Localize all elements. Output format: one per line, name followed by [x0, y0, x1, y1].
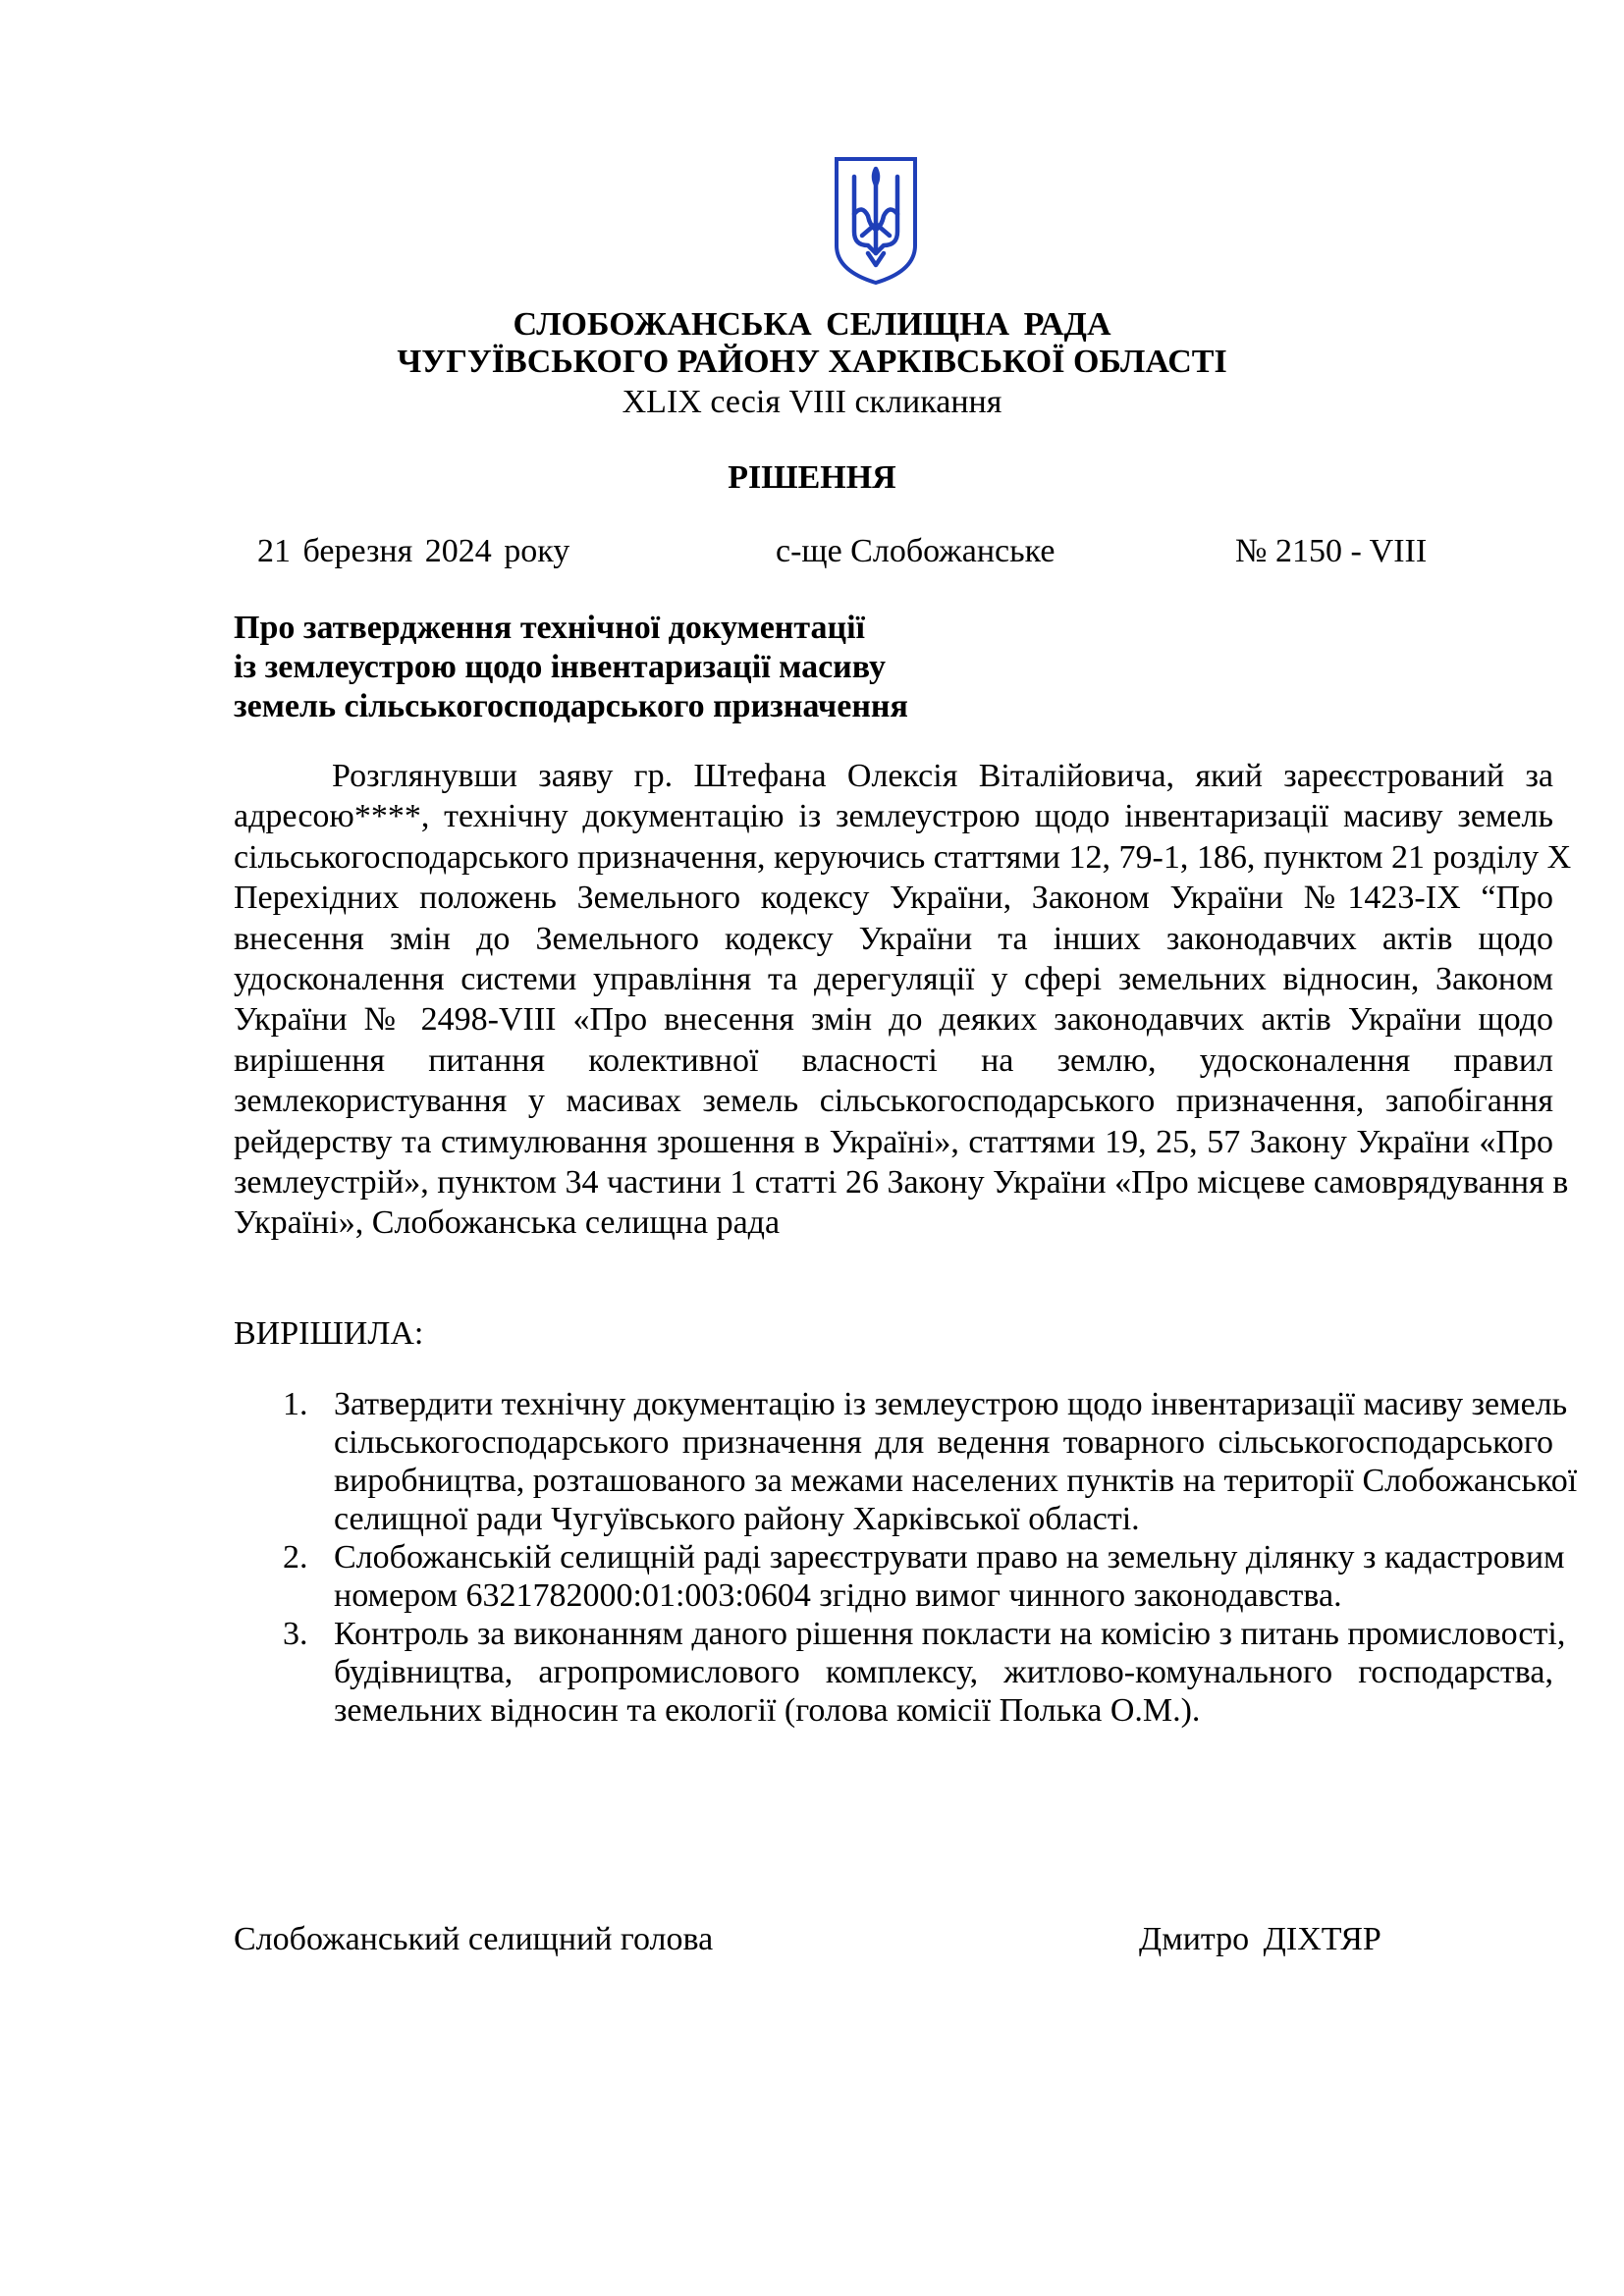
item-number: 3.	[283, 1616, 308, 1652]
item-number: 2.	[283, 1539, 308, 1575]
subject-line: Про затвердження технічної документації	[234, 610, 865, 646]
preamble-line: землеустрій», пунктом 34 частини 1 статті 26 Закону України «Про місцеве самоврядування в	[234, 1163, 1569, 1201]
preamble-line: рейдерству та стимулювання зрошення в Україні», статтями 19, 25, 57 Закону України «Про	[234, 1123, 1553, 1160]
item-number: 1.	[283, 1386, 308, 1422]
preamble-line: сільськогосподарського призначення, керуючись статтями 12, 79-1, 186, пунктом 21 розділу Х	[234, 838, 1572, 876]
preamble-line: України № 2498-VIII «Про внесення змін до деяких законодавчих актів України щодо	[234, 1001, 1553, 1039]
signatory-name: Дмитро ДІХТЯР	[1139, 1921, 1381, 1957]
preamble-line: адресою****, технічну документацію із землеустрою щодо інвентаризації масиву земель	[234, 798, 1553, 835]
decision-date: 21 березня 2024 року	[257, 533, 570, 569]
item-line: будівництва, агропромислового комплексу, житлово-комунального господарства,	[334, 1654, 1553, 1690]
signatory-position: Слобожанський селищний голова	[234, 1921, 714, 1957]
decision-place: с-ще Слобожанське	[776, 533, 1056, 569]
item-line: номером 6321782000:01:003:0604 згідно вимог чинного законодавства.	[334, 1577, 1342, 1614]
item-line: Слобожанській селищній раді зареєструвати право на земельну ділянку з кадастровим	[334, 1539, 1565, 1575]
decision-item	[234, 1538, 1565, 1615]
district-name: ЧУГУЇВСЬКОГО РАЙОНУ ХАРКІВСЬКОЇ ОБЛАСТІ	[397, 344, 1227, 380]
subject-line: земель сільськогосподарського призначення	[234, 688, 908, 724]
item-line: земельних відносин та екології (голова комісії Полька О.М.).	[334, 1692, 1201, 1729]
preamble-line: Перехідних положень Земельного кодексу України, Законом України №1423-ІХ “Про	[234, 880, 1553, 917]
decision-items-list	[234, 1385, 1578, 1730]
preamble-line: удосконалення системи управління та дерегуляції у сфері земельних відносин, Законом	[234, 960, 1553, 997]
resolved-label: ВИРІШИЛА:	[234, 1315, 424, 1352]
subject-line: із землеустрою щодо інвентаризації масиву	[234, 649, 886, 685]
item-line: Контроль за виконанням даного рішення покласти на комісію з питань промисловості,	[334, 1616, 1566, 1652]
preamble-line: землекористування у масивах земель сільськогосподарського призначення, запобігання	[234, 1083, 1553, 1120]
preamble-line: вирішення питання колективної власності на землю, удосконалення правил	[234, 1041, 1553, 1079]
item-line: селищної ради Чугуївського району Харківської області.	[334, 1501, 1140, 1537]
preamble-line: внесення змін до Земельного кодексу України та інших законодавчих актів щодо	[234, 920, 1553, 957]
decision-subject	[234, 609, 908, 726]
preamble-line: Розглянувши заяву гр. Штефана Олексія Віталійовича, який зареєстрований за	[332, 758, 1553, 794]
session-info: XLIX сесія VIII скликання	[622, 384, 1002, 420]
decision-item	[234, 1385, 1578, 1538]
item-line: Затвердити технічну документацію із землеустрою щодо інвентаризації масиву земель	[334, 1386, 1568, 1422]
council-name: СЛОБОЖАНСЬКА СЕЛИЩНА РАДА	[513, 306, 1111, 343]
item-line: сільськогосподарського призначення для ведення товарного сільськогосподарського	[334, 1424, 1553, 1461]
preamble-line: Україні», Слобожанська селищна рада	[234, 1204, 781, 1242]
document-title: РІШЕННЯ	[728, 459, 896, 496]
decision-item	[234, 1615, 1566, 1730]
item-line: виробництва, розташованого за межами населених пунктів на території Слобожанської	[334, 1463, 1578, 1499]
coat-of-arms-icon	[833, 155, 919, 287]
decision-number: № 2150 - VIII	[1235, 533, 1428, 569]
preamble-paragraph	[234, 756, 1572, 1244]
